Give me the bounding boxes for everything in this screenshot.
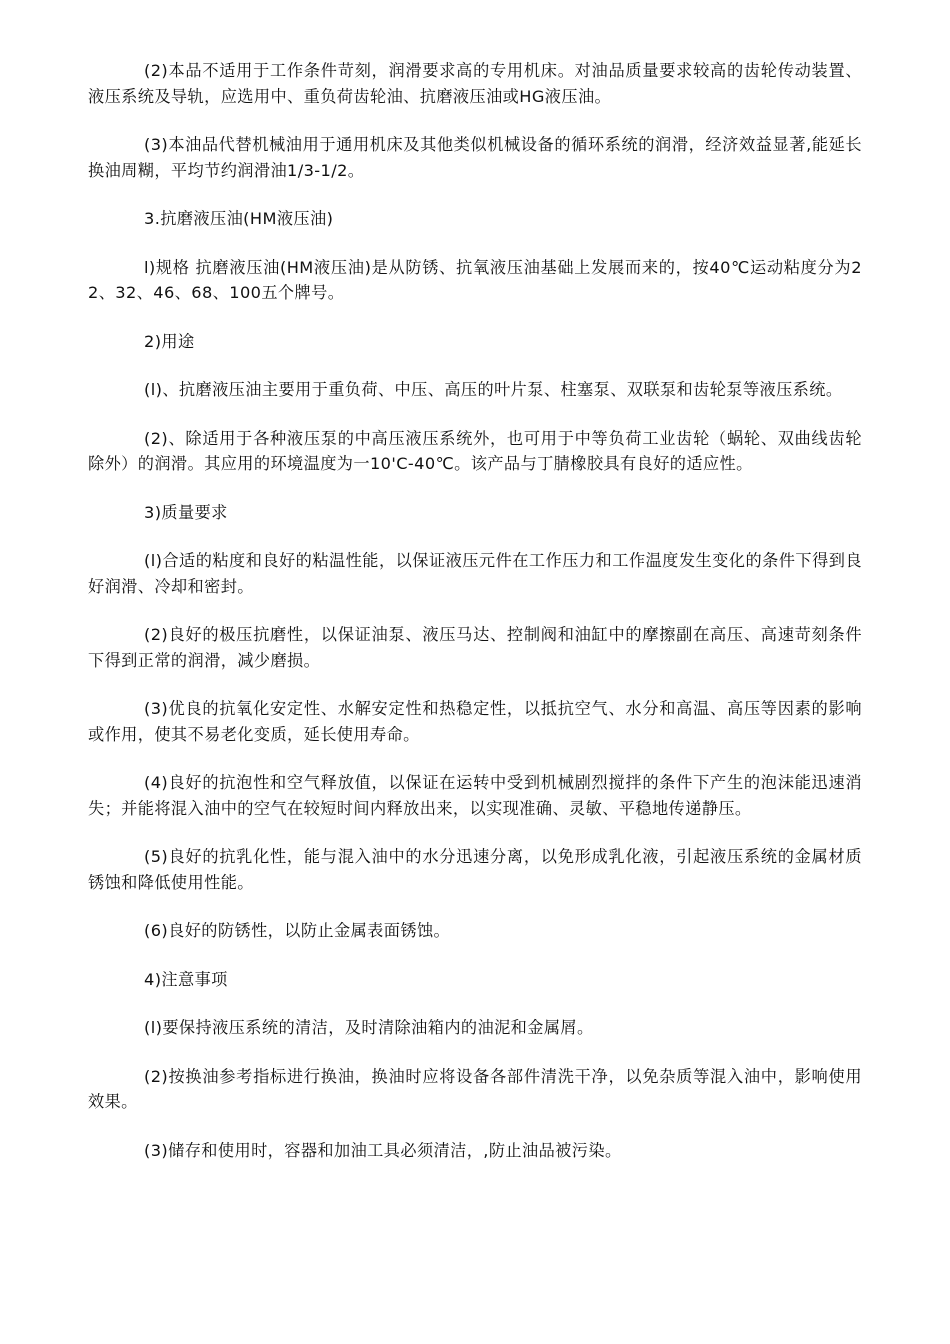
paragraph-quality-2: (2)良好的极压抗磨性，以保证油泵、液压马达、控制阀和油缸中的摩擦副在高压、高速苛刻条件下得到正常的润滑，减少磨损。 [88, 625, 862, 670]
paragraph-lubrication-limits: (2)本品不适用于工作条件苛刻，润滑要求高的专用机床。对油品质量要求较高的齿轮传动装置、液压系统及导轨，应选用中、重负荷齿轮油、抗磨液压油或HG液压油。 [88, 61, 862, 106]
paragraph-precaution-3: (3)储存和使用时，容器和加油工具必须清洁，,防止油品被污染。 [144, 1140, 622, 1160]
subheading-usage: 2)用途 [144, 331, 195, 351]
paragraph-quality-5: (5)良好的抗乳化性，能与混入油中的水分迅速分离，以免形成乳化液，引起液压系统的金属材质锈蚀和降低使用性能。 [88, 847, 862, 892]
subheading-precautions: 4)注意事项 [144, 969, 228, 989]
paragraph-quality-6: (6)良好的防锈性，以防止金属表面锈蚀。 [144, 921, 451, 940]
paragraph-machine-oil-replacement: (3)本油品代替机械油用于通用机床及其他类似机械设备的循环系统的润滑，经济效益显著,能延长换油周糊，平均节约润滑油1/3-1/2。 [88, 135, 862, 180]
paragraph-quality-1: (l)合适的粘度和良好的粘温性能，以保证液压元件在工作压力和工作温度发生变化的条件下得到良好润滑、冷却和密封。 [88, 551, 862, 596]
paragraph-specification: l)规格 抗磨液压油(HM液压油)是从防锈、抗氧液压油基础上发展而来的，按40℃运动粘度分为22、32、46、68、100五个牌号。 [88, 257, 862, 302]
paragraph-usage-2: (2)、除适用于各种液压泵的中高压液压系统外，也可用于中等负荷工业齿轮（蜗轮、双曲线齿轮除外）的润滑。其应用的环境温度为一10'C-40℃。该产品与丁腈橡胶具有良好的适应性。 [88, 428, 862, 473]
subheading-quality-requirements: 3)质量要求 [144, 502, 228, 522]
document-page [88, 58, 862, 1308]
paragraph-quality-3: (3)优良的抗氧化安定性、水解安定性和热稳定性，以抵抗空气、水分和高温、高压等因素的影响或作用，使其不易老化变质，延长使用寿命。 [88, 699, 862, 744]
paragraph-usage-1: (l)、抗磨液压油主要用于重负荷、中压、高压的叶片泵、柱塞泵、双联泵和齿轮泵等液压系统。 [144, 380, 843, 399]
section-heading-hm-hydraulic-oil: 3.抗磨液压油(HM液压油) [144, 209, 334, 228]
paragraph-precaution-1: (l)要保持液压系统的清洁，及时清除油箱内的油泥和金属屑。 [144, 1018, 594, 1037]
paragraph-quality-4: (4)良好的抗泡性和空气释放值，以保证在运转中受到机械剧烈搅拌的条件下产生的泡沫能迅速消失；并能将混入油中的空气在较短时间内释放出来，以实现准确、灵敏、平稳地传递静压。 [88, 773, 862, 818]
paragraph-precaution-2: (2)按换油参考指标进行换油，换油时应将设备各部件清洗干净，以免杂质等混入油中，影响使用效果。 [88, 1066, 862, 1111]
